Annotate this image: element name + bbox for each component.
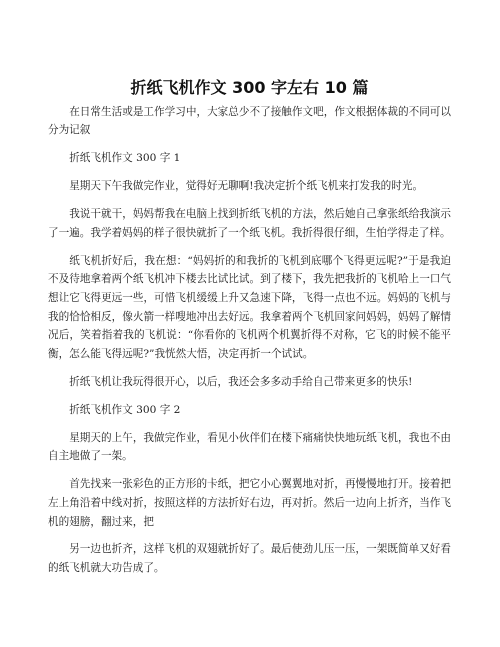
essay-heading-1: 折纸飞机作文 300 字 1 — [69, 152, 181, 165]
body-paragraph: 另一边也折齐，这样飞机的双翅就折好了。最后使劲儿压一压，一架既简单又好看的纸飞机就大功告成了。 — [48, 543, 451, 575]
body-paragraph: 折纸飞机让我玩得很开心，以后，我还会多多动手给自己带来更多的快乐! — [69, 375, 413, 388]
body-paragraph: 星期天的上午，我做完作业，看见小伙伴们在楼下痛痛快快地玩纸飞机，我也不由自主地做了一架。 — [48, 431, 451, 463]
essay-heading-2: 折纸飞机作文 300 字 2 — [69, 403, 181, 416]
page-title: 折纸飞机作文 300 字左右 10 篇 — [130, 78, 369, 97]
document-page — [48, 78, 451, 587]
body-paragraph: 我说干就干，妈妈帮我在电脑上找到折纸飞机的方法，然后她自己拿张纸给我演示了一遍。我学着妈妈的样子很快就折了一个纸飞机。我折得很仔细，生怕学得走了样。 — [48, 208, 451, 239]
body-paragraph: 星期天下午我做完作业，觉得好无聊啊!我决定折个纸飞机来打发我的时光。 — [69, 180, 424, 193]
intro-paragraph: 在日常生活或是工作学习中，大家总少不了接触作文吧，作文根据体裁的不同可以分为记叙 — [48, 105, 451, 137]
body-paragraph: 首先找来一张彩色的正方形的卡纸，把它小心翼翼地对折，再慢慢地打开。接着把左上角沿着中线对折，按照这样的方法折好右边，再对折。然后一边向上折齐，当作飞机的翅膀，翻过来，把 — [48, 478, 451, 528]
body-paragraph: 纸飞机折好后，我在想：“妈妈折的和我折的飞机到底哪个飞得更远呢?”于是我迫不及待地拿着两个纸飞机冲下楼去比试比试。到了楼下，我先把我折的飞机哈上一口气想让它飞得更远一些，可惜飞机缓缓上升又急速下降，飞得一点也不远。妈妈的飞机与我的恰恰相反，像火箭一样嗖地冲出去好远。我拿着两个飞机回家问妈妈，妈妈了解情况后，笑着指着我的飞机说：“你看你的飞机两个机翼折得不对称，它飞的时候不能平衡，怎么能飞得远呢?”我恍然大悟，决定再折一个试试。 — [48, 254, 451, 360]
